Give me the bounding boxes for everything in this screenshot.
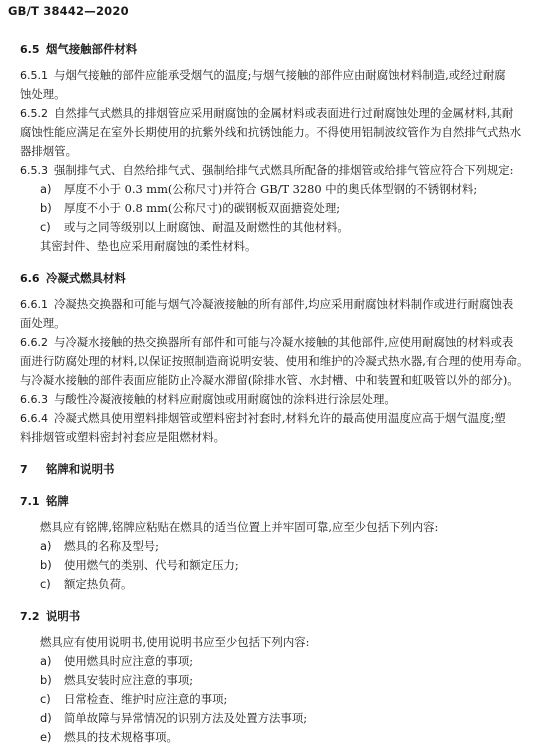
- list-item: a) 厚度不小于 0.3 mm(公称尺寸)并符合 GB/T 3280 中的奥氏体型钢的不锈钢材料;: [40, 182, 478, 196]
- clause-6-6-3: 6.6.3 与酸性冷凝液接触的材料应耐腐蚀或用耐腐蚀的涂料进行涂层处理。: [20, 392, 396, 406]
- list-item: b) 燃具安装时应注意的事项;: [40, 673, 194, 687]
- clause-6-5-1-cont: 蚀处理。: [20, 87, 66, 101]
- list-item: d) 简单故障与异常情况的识别方法及处置方法事项;: [40, 711, 308, 725]
- section-7-1-heading: 7.1 铭牌: [20, 494, 69, 508]
- clause-6-5-2: 6.5.2 自然排气式燃具的排烟管应采用耐腐蚀的金属材料或表面进行过耐腐蚀处理的金属材料,其耐: [20, 106, 514, 120]
- section-6-5-heading: 6.5 烟气接触部件材料: [20, 42, 138, 56]
- clause-6-5-3-tail: 其密封件、垫也应采用耐腐蚀的柔性材料。: [40, 239, 257, 253]
- list-item: b) 使用燃气的类别、代号和额定压力;: [40, 558, 239, 572]
- section-7-heading: 7 铭牌和说明书: [20, 462, 115, 476]
- list-item: b) 厚度不小于 0.8 mm(公称尺寸)的碳钢板双面搪瓷处理;: [40, 201, 341, 215]
- list-item: c) 额定热负荷。: [40, 577, 133, 591]
- clause-6-6-2: 6.6.2 与冷凝水接触的热交换器所有部件和可能与冷凝水接触的其他部件,应使用耐腐蚀的材料或表: [20, 335, 514, 349]
- list-item: c) 或与之同等级别以上耐腐蚀、耐温及耐燃性的其他材料。: [40, 220, 349, 234]
- clause-6-5-2-cont-1: 腐蚀性能应满足在室外长期使用的抗紫外线和抗锈蚀能力。不得使用铝制波纹管作为自然排气式热水: [20, 125, 522, 139]
- clause-6-5-3: 6.5.3 强制排气式、自然给排气式、强制给排气式燃具所配备的排烟管或给排气管应符合下列规定:: [20, 163, 514, 177]
- section-6-6-heading: 6.6 冷凝式燃具材料: [20, 271, 126, 285]
- list-item: c) 日常检查、维护时应注意的事项;: [40, 692, 228, 706]
- standard-number: GB/T 38442—2020: [8, 4, 129, 18]
- section-7-2-intro: 燃具应有使用说明书,使用说明书应至少包括下列内容:: [40, 635, 310, 649]
- list-item: a) 使用燃具时应注意的事项;: [40, 654, 194, 668]
- list-item: a) 燃具的名称及型号;: [40, 539, 159, 553]
- clause-6-6-2-cont-2: 与冷凝水接触的部件表面应能防止冷凝水滞留(除排水管、水封槽、中和装置和虹吸管以外的部分)。: [20, 373, 519, 387]
- section-7-1-intro: 燃具应有铭牌,铭牌应粘贴在燃具的适当位置上并牢固可靠,应至少包括下列内容:: [40, 520, 439, 534]
- clause-6-6-4: 6.6.4 冷凝式燃具使用塑料排烟管或塑料密封衬套时,材料允许的最高使用温度应高于烟气温度;塑: [20, 411, 506, 425]
- list-item: e) 燃具的技术规格事项。: [40, 730, 178, 744]
- clause-6-6-1-cont: 面处理。: [20, 316, 66, 330]
- clause-6-5-2-cont-2: 器排烟管。: [20, 144, 77, 158]
- clause-6-6-1: 6.6.1 冷凝热交换器和可能与烟气冷凝液接触的所有部件,均应采用耐腐蚀材料制作或进行耐腐蚀表: [20, 297, 514, 311]
- clause-6-6-2-cont-1: 面进行防腐处理的材料,以保证按照制造商说明安装、使用和维护的冷凝式热水器,有合理的使用寿命。: [20, 354, 529, 368]
- clause-6-5-1: 6.5.1 与烟气接触的部件应能承受烟气的温度;与烟气接触的部件应由耐腐蚀材料制造,或经过耐腐: [20, 68, 506, 82]
- document-body: [20, 40, 548, 747]
- clause-6-6-4-cont: 料排烟管或塑料密封衬套应是阻燃材料。: [20, 430, 226, 444]
- section-7-2-heading: 7.2 说明书: [20, 609, 81, 623]
